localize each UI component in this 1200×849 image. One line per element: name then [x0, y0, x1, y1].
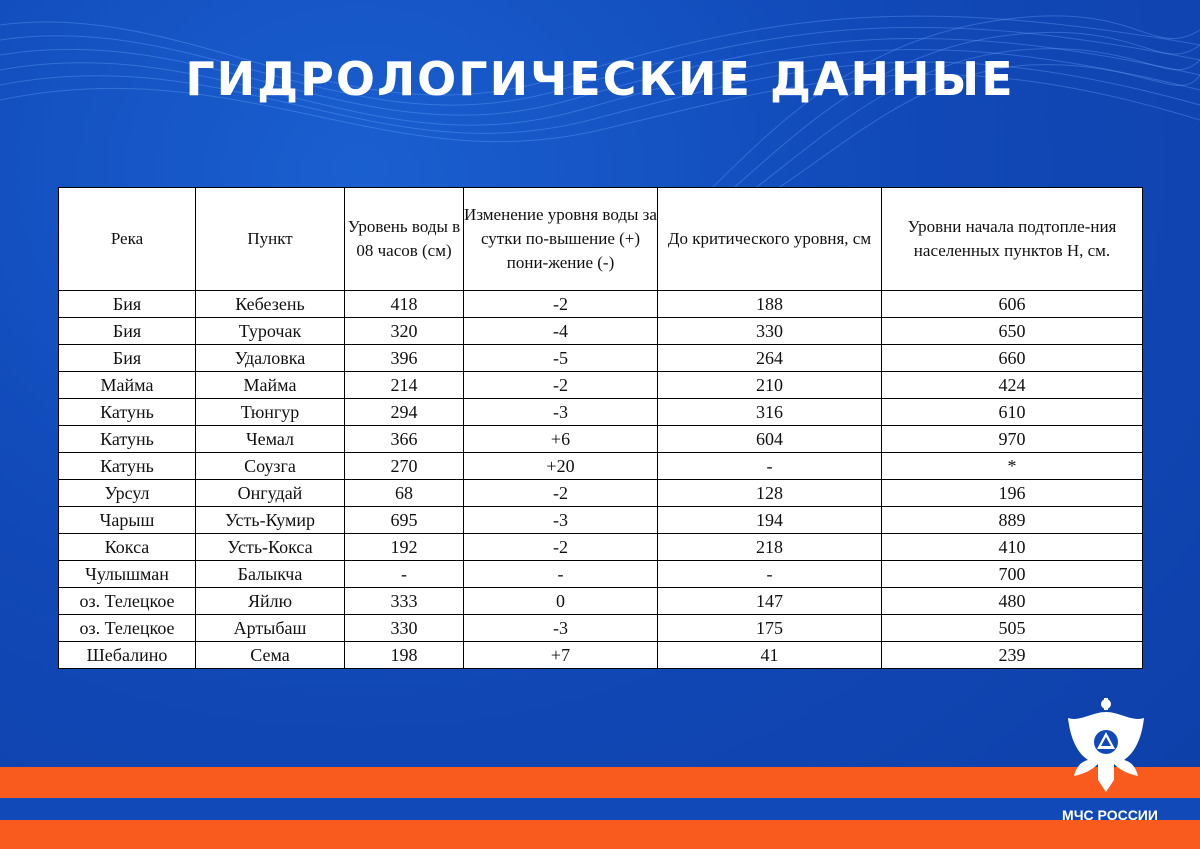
cell-station: Майма	[196, 372, 345, 399]
cell-level: 333	[345, 588, 464, 615]
cell-flood-level: 889	[882, 507, 1143, 534]
cell-river: Урсул	[59, 480, 196, 507]
cell-change: -2	[464, 534, 658, 561]
cell-station: Артыбаш	[196, 615, 345, 642]
cell-critical: -	[658, 561, 882, 588]
cell-change: +6	[464, 426, 658, 453]
cell-change: -	[464, 561, 658, 588]
col-header-station: Пункт	[196, 188, 345, 291]
cell-station: Удаловка	[196, 345, 345, 372]
cell-flood-level: 239	[882, 642, 1143, 669]
mchs-logo	[1050, 692, 1168, 842]
cell-station: Усть-Кокса	[196, 534, 345, 561]
col-header-change: Изменение уровня воды за сутки по-вышение (+) пони-жение (-)	[464, 188, 658, 291]
cell-change: -2	[464, 291, 658, 318]
cell-station: Яйлю	[196, 588, 345, 615]
cell-river: Бия	[59, 291, 196, 318]
cell-flood-level: 610	[882, 399, 1143, 426]
table-row	[59, 399, 1143, 426]
cell-flood-level: 410	[882, 534, 1143, 561]
cell-change: -3	[464, 615, 658, 642]
cell-level: 214	[345, 372, 464, 399]
cell-critical: 147	[658, 588, 882, 615]
cell-river: Катунь	[59, 399, 196, 426]
table-row	[59, 345, 1143, 372]
cell-critical: 188	[658, 291, 882, 318]
cell-flood-level: 480	[882, 588, 1143, 615]
cell-flood-level: 606	[882, 291, 1143, 318]
page-title: ГИДРОЛОГИЧЕСКИЕ ДАННЫЕ	[185, 52, 1015, 106]
cell-station: Кебезень	[196, 291, 345, 318]
cell-station: Соузга	[196, 453, 345, 480]
cell-flood-level: 970	[882, 426, 1143, 453]
table-row	[59, 426, 1143, 453]
cell-river: Бия	[59, 345, 196, 372]
cell-critical: 194	[658, 507, 882, 534]
table-header-row	[59, 188, 1143, 291]
cell-level: -	[345, 561, 464, 588]
table-row	[59, 561, 1143, 588]
eagle-emblem-icon	[1062, 696, 1150, 800]
cell-critical: 210	[658, 372, 882, 399]
col-header-river: Река	[59, 188, 196, 291]
orange-stripe-top	[0, 767, 1200, 798]
cell-level: 418	[345, 291, 464, 318]
cell-station: Чемал	[196, 426, 345, 453]
cell-level: 192	[345, 534, 464, 561]
cell-river: Катунь	[59, 426, 196, 453]
cell-station: Усть-Кумир	[196, 507, 345, 534]
cell-flood-level: 650	[882, 318, 1143, 345]
cell-critical: 41	[658, 642, 882, 669]
cell-river: Чарыш	[59, 507, 196, 534]
cell-level: 330	[345, 615, 464, 642]
table-row	[59, 615, 1143, 642]
table-row	[59, 534, 1143, 561]
table-row	[59, 480, 1143, 507]
cell-change: 0	[464, 588, 658, 615]
cell-critical: 128	[658, 480, 882, 507]
cell-change: -4	[464, 318, 658, 345]
table-row	[59, 318, 1143, 345]
cell-flood-level: 700	[882, 561, 1143, 588]
cell-critical: 604	[658, 426, 882, 453]
table-row	[59, 507, 1143, 534]
cell-level: 320	[345, 318, 464, 345]
cell-critical: 175	[658, 615, 882, 642]
cell-level: 695	[345, 507, 464, 534]
cell-river: Катунь	[59, 453, 196, 480]
cell-critical: -	[658, 453, 882, 480]
cell-level: 396	[345, 345, 464, 372]
cell-change: +7	[464, 642, 658, 669]
cell-station: Онгудай	[196, 480, 345, 507]
cell-change: +20	[464, 453, 658, 480]
table-row	[59, 453, 1143, 480]
col-header-flood-level: Уровни начала подтопле-ния населенных пунктов Н, см.	[882, 188, 1143, 291]
table-row	[59, 372, 1143, 399]
cell-river: Чулышман	[59, 561, 196, 588]
cell-critical: 316	[658, 399, 882, 426]
table-row	[59, 642, 1143, 669]
cell-flood-level: *	[882, 453, 1143, 480]
cell-flood-level: 424	[882, 372, 1143, 399]
cell-river: Бия	[59, 318, 196, 345]
cell-station: Балыкча	[196, 561, 345, 588]
cell-station: Тюнгур	[196, 399, 345, 426]
cell-station: Турочак	[196, 318, 345, 345]
cell-change: -3	[464, 507, 658, 534]
cell-level: 294	[345, 399, 464, 426]
col-header-critical: До критического уровня, см	[658, 188, 882, 291]
cell-flood-level: 660	[882, 345, 1143, 372]
hydro-table-container	[58, 187, 1142, 669]
table-row	[59, 291, 1143, 318]
cell-river: оз. Телецкое	[59, 615, 196, 642]
orange-stripe-bottom	[0, 820, 1200, 849]
hydro-table	[58, 187, 1143, 669]
col-header-level: Уровень воды в 08 часов (см)	[345, 188, 464, 291]
cell-flood-level: 196	[882, 480, 1143, 507]
cell-river: Кокса	[59, 534, 196, 561]
cell-level: 366	[345, 426, 464, 453]
cell-level: 68	[345, 480, 464, 507]
cell-flood-level: 505	[882, 615, 1143, 642]
cell-change: -2	[464, 372, 658, 399]
cell-change: -2	[464, 480, 658, 507]
table-body	[59, 291, 1143, 669]
cell-critical: 264	[658, 345, 882, 372]
brand-label: МЧС РОССИИ	[1062, 807, 1158, 823]
cell-level: 270	[345, 453, 464, 480]
cell-station: Сема	[196, 642, 345, 669]
table-row	[59, 588, 1143, 615]
cell-river: Шебалино	[59, 642, 196, 669]
blue-stripe	[0, 798, 1200, 820]
cell-critical: 218	[658, 534, 882, 561]
cell-river: Майма	[59, 372, 196, 399]
cell-change: -3	[464, 399, 658, 426]
cell-level: 198	[345, 642, 464, 669]
cell-change: -5	[464, 345, 658, 372]
cell-river: оз. Телецкое	[59, 588, 196, 615]
cell-critical: 330	[658, 318, 882, 345]
